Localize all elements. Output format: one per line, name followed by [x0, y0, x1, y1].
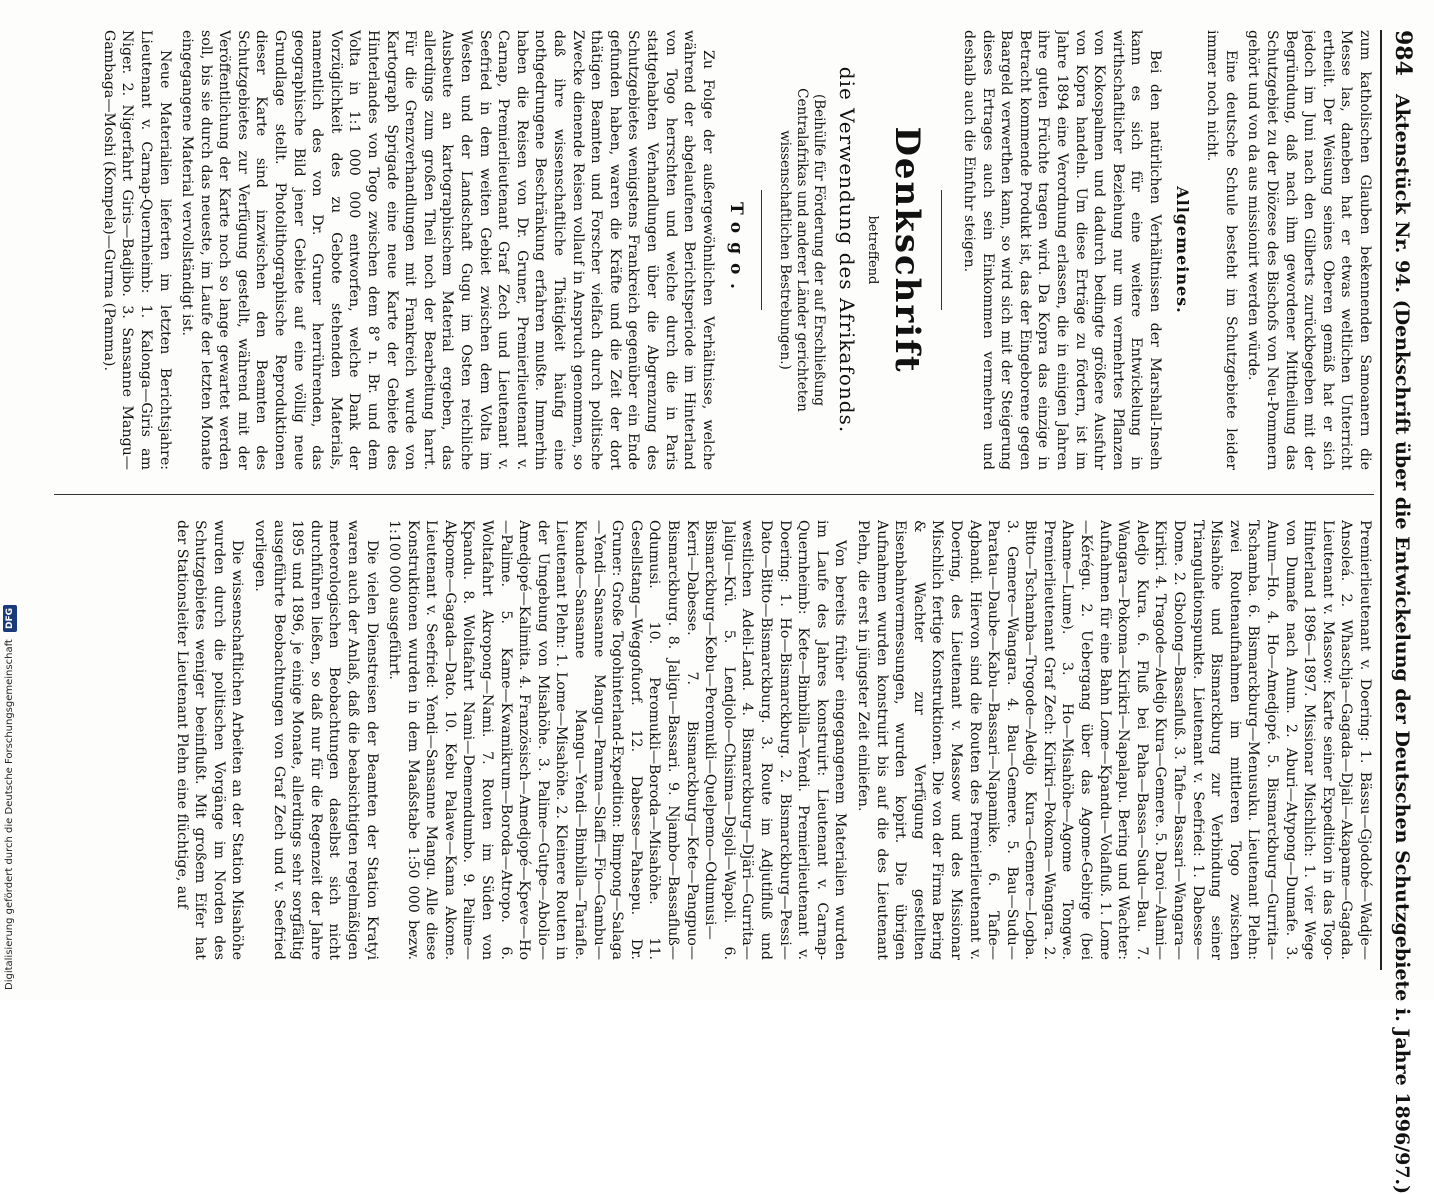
- paragraph: Zu Folge der außergewöhnlichen Verhältnisse, welche während der abgelaufenen Berichtsperiode im Hinterland von Togo herrschten und welche durch die in Paris stattgehabten Verhandlungen über die Abgrenzung des Schutzgebietes wenigstens Frankreich gegenüber ein Ende gefunden haben, waren die Kräfte und die Zeit der dort thätigen Beamten und Forscher vielfach durch politische Zwecke dienende Reisen vollauf in Anspruch genommen, so daß ihre wissenschaftliche Thätigkeit häufig eine nothgedrungene Beschränkung erfahren mußte. Immerhin haben die Reisen von Dr. Gruner, Premierlieutenant v. Carnap, Premierlieutenant Graf Zech und Lieutenant v. Seefried in dem weiten Gebiet zwischen dem Volta im Westen und der Landschaft Gugu im Osten reichliche Ausbeute an kartographischem Material ergeben, das allerdings zum großen Theil noch der Bearbeitung harrt. Für die Grenzverhandlungen mit Frankreich wurde von Kartograph Sprigade eine neue Karte der Gebiete des Hinterlandes von Togo zwischen dem 8° n. Br. und dem Volta in 1:1 000 000 entworfen, welche Dank der Vorzüglichkeit des zu Gebote stehenden Materials, namentlich des von Dr. Gruner herrührenden, das geographische Bild jener Gebiete auf eine völlig neue Grundlage stellt. Photolithographische Reproduktionen dieser Karte sind inzwischen den Beamten des Schutzgebietes zur Verfügung gestellt, während mit der Veröffentlichung der Karte noch so lange gewartet werden soll, bis sie durch das neueste, im Laufe der letzten Monate eingegangene Material vervollständigt ist.: [179, 30, 716, 470]
- paragraph: Bei den natürlichen Verhältnissen der Marshall-Inseln kann es sich für eine weitere Entwickelung in wirthschaftlicher Beziehung nur um vermehrtes Pflanzen von Kokospalmen und dadurch bedingte größere Ausfuhr von Kopra handeln. Um diese Erträge zu fördern, ist im Jahre 1894 eine Verordnung erlassen, die in einigen Jahren ihre guten Früchte tragen wird. Da Kopra das einzige in Betracht kommende Produkt ist, das der Eingeborene gegen Baargeld verwerthen kann, so wird sich mit der Steigerung dieses Ertrages auch sein Einkommen vermehren und deshalb auch die Einfuhr steigen.: [961, 30, 1164, 470]
- page-number: 984: [1390, 30, 1416, 76]
- divider-rule: [761, 190, 762, 310]
- paragraph: Die vielen Dienstreisen der Beamten der Station Kratyi waren auch der Anlaß, daß die beabsichtigten regelmäßigen meteorologischen Beobachtungen daselbst sich nicht durchführen ließen, so daß nur für die Regenzeit der Jahre 1895 und 1896, je einige Monate, allerdings sehr sorgfältig ausgeführte Beobachtungen von Graf Zech und v. Seefried vorliegen.: [251, 520, 380, 960]
- memorandum-note: (Beihülfe für Förderung der auf Erschließung Centralafrikas und anderer Länder gerichteten wissenschaftlichen Bestrebungen.): [777, 88, 828, 412]
- right-column: [44, 520, 1374, 960]
- credit-text: Digitalisierung gefördert durch die Deutsche Forschungsgemeinschaft: [4, 639, 15, 990]
- running-header: [1382, 30, 1416, 1194]
- memorandum-betreffend: betreffend: [864, 215, 880, 285]
- section-heading-togo: Togo.: [726, 202, 747, 298]
- left-column: [44, 30, 1374, 470]
- memorandum-title-block: [761, 30, 941, 470]
- paragraph: Eine deutsche Schule besteht im Schutzgebiete leider immer noch nicht.: [1204, 30, 1239, 470]
- divider-rule: [941, 190, 942, 310]
- paragraph: Von bereits früher eingegangenem Materialien wurden im Laufe des Jahres konstruirt: Lieutenant v. Carnap-Quernheimb: Kete—Bimbilla—Yendi. Premierlieutenant v. Doering: 1. Ho—Bismarckburg. 2. Bismarckburg—Pessi—Dato—Bitto—Bismarckburg. 3. Route im Adjutifluß und westlichen Adeli-Land. 4. Bismarckburg—Djäri—Gurrita—Jaligu—Krü. 5. Lendjolo—Chisima—Dsjoli—Wapoli. 6. Bismarckburg—Kebu—Peromukli—Quelpemo—Odumusi—Kerri—Dabesse. 7. Bismarckburg—Kete—Pangpuo—Bismarckburg. 8. Jaligu—Bassari. 9. Njambo—Bassafluß—Odumusi. 10. Peromukli—Boroda—Misahöhe. 11. Gesellstang—Weggofuorf. 12. Dabesse—Pahsepu. Dr. Gruner: Große Togohinterland-Expedition: Bimpong—Salaga—Yendi—Sansanne Mangu—Pamma—Slaffi—Fio—Gambu—Kuande—Sansanne Mangu—Yendi—Bimbilla—Tariafle. Lieutenant Plehn: 1. Lome—Misahöhe. 2. Kleinere Routen in der Umgebung von Misahöhe. 3. Palime—Gutpe—Abolio—Amedjopé—Kalimita. 4. Französisch—Amedjopé—Kpeve—Ho—Palime. 5. Kame—Kwamikrum—Boroda—Atropo. 6. Woltafahrt Akropong—Nami. 7. Routen im Süden von Kpandu. 8. Woltafahrt Nami—Dememdumbo. 9. Palime—Akpome—Gagada—Dato. 10. Kebu Palawe—Kama Akome. Lieutenant v. Seefried: Yendi—Sansanne Mangu. Alle diese Konstruktionen wurden in dem Maaßstabe 1:50 000 bezw. 1:100 000 ausgeführt.: [386, 520, 849, 960]
- memorandum-title: Denkschrift: [886, 126, 927, 374]
- header-rule: [1380, 30, 1382, 970]
- memorandum-subject: die Verwendung des Afrikafonds.: [834, 66, 859, 434]
- paragraph: zum katholischen Glauben bekennenden Samoanern die Messe las, daneben hat er etwas weltlichen Unterricht ertheilt. Der Weisung seines Oberen gemäß hat er sich jedoch im Juni nach den Gilberts zurückbegeben mit der Begründung, daß nach ihm gewordener Mittheilung das Schutzgebiet zu der Diözese des Bischofs von Neu-Pommern gehört und von da aus missionirt werden würde.: [1245, 30, 1373, 470]
- paragraph: Die wissenschaftlichen Arbeiten an der Station Misahöhe wurden durch die politischen Vorgänge im Norden des Schutzgebietes weniger beeinflußt. Mit großem Eifer hat der Stationsleiter Lieutenant Plehn eine flüchtige, auf: [173, 520, 246, 960]
- paragraph: Premierlieutenant v. Doering: 1. Bässu—Gjodobé—Wadje—Ansoleá. 2. Whaschja—Gagada—Djali—Akapame—Gagada. Lieutenant v. Massow: Karte seiner Expedition in das Togo-Hinterland 1896—1897. Missionar Mischlich: 1. vier Wege von Dumafe nach Anum. 2. Aburi—Atypong—Dumafe. 3. Anum—Ho. 4. Ho—Amedjopé. 5. Bismarckburg—Gurrita—Tschamba. 6. Bismarckburg—Menusuku. Lieutenant Plehn: zwei Routenaufnahmen im mittleren Togo zwischen Misahöhe und Bismarckburg zur Verbindung seiner Triangulationspunkte. Lieutenant v. Seefried: 1. Dabesse—Dome. 2. Gbolong—Bassafluß. 3. Tafie—Bassari—Wangara—Kirikri. 4. Tragode—Aledjo Kura—Gemere. 5. Daroi—Alami—Aledjo Kura. 6. Fluß bei Paha—Bassa—Sudu—Bau. 7. Wangara—Pokoma—Kirikri—Napalapu. Bering und Wachter: Aufnahmen für eine Bahn Lome—Kpandu—Volafluß. 1. Lome—Kérégu. 2. Uebergang über das Agome-Gebirge (bei Ahame—Lume). 3. Ho—Misahöhe—Agome Tongwe. Premierlieutenant Graf Zech: Kirikri—Pokoma—Wangara. 2. Bitto—Tschamba—Trogode—Aledjo Kura—Gemere—Logba. 3. Gemere—Wangara. 4. Bau—Gemere. 5. Bau—Sudu—Paratau—Daube—Kabu—Bassari—Napamike. 6. Tafie—Agbandi. Hiervon sind die Routen des Premierlieutenant v. Doering, des Lieutenant v. Massow und des Missionar Mischlich fertige Konstruktionen. Die von der Firma Bering & Wachter zur Verfügung gestellten Eisenbahnvermessungen, wurden kopirt. Die übrigen Aufnahmen wurden konstruirt bis auf die des Lieutenant Plehn, die erst in jüngster Zeit einliefen.: [854, 520, 1373, 960]
- rotated-page-content: [34, 0, 1434, 1194]
- section-heading-allgemeines: Allgemeines.: [1172, 186, 1192, 314]
- running-title: Aktenstück Nr. 94. (Denkschrift über die Entwickelung der Deutschen Schutzgebiete i. Jahre 1896/97.): [1391, 93, 1413, 1194]
- paragraph: Neue Materialien lieferten im letzten Berichtsjahre: Lieutenant v. Carnap-Quernheimb: 1. Kalonga—Giris am Niger. 2. Nigerfahrt Giris—Badjibo. 3. Sansanne Mangu—Gambaga—Moshi (Kompela)—Gurma (Pamma).: [100, 30, 173, 470]
- digitization-credit: [3, 40, 17, 990]
- dfg-logo: DFG: [3, 605, 17, 632]
- column-divider: [54, 494, 1374, 495]
